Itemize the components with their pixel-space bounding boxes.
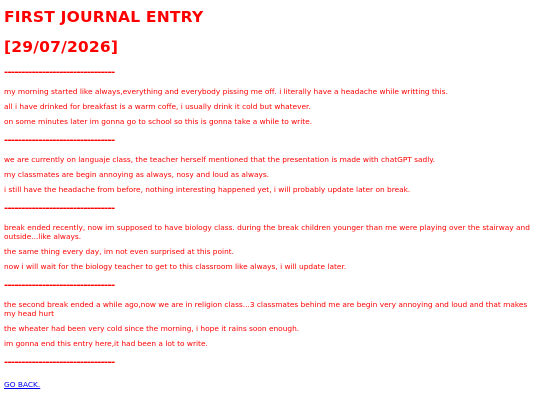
entry-paragraph: my morning started like always,everything and everybody pissing me off. i literally have a headache while writting this. bbox=[4, 87, 448, 96]
entry-section-3 bbox=[4, 223, 536, 271]
entry-paragraph: the wheater had been very cold since the morning, i hope it rains soon enough. bbox=[4, 324, 300, 333]
entry-paragraph: i still have the headache from before, nothing interesting happened yet, i will probably update later on break. bbox=[4, 185, 411, 194]
entry-paragraph: the second break ended a while ago,now we are in religion class...3 classmates behind me are begin very annoying and loud and that makes my head hurt bbox=[4, 300, 528, 318]
entry-section-1 bbox=[4, 87, 536, 126]
page-title: FIRST JOURNAL ENTRY bbox=[4, 8, 204, 26]
entry-date: [29/07/2026] bbox=[4, 38, 119, 56]
divider: -------------------------------- bbox=[4, 203, 115, 214]
entry-section-4 bbox=[4, 300, 536, 348]
entry-paragraph: im gonna end this entry here,it had been a lot to write. bbox=[4, 339, 208, 348]
entry-section-2 bbox=[4, 155, 536, 194]
entry-paragraph: my classmates are begin annoying as always, nosy and loud as always. bbox=[4, 170, 270, 179]
divider: -------------------------------- bbox=[4, 135, 115, 146]
divider: -------------------------------- bbox=[4, 357, 115, 368]
entry-paragraph: on some minutes later im gonna go to school so this is gonna take a while to write. bbox=[4, 117, 313, 126]
divider: -------------------------------- bbox=[4, 280, 115, 291]
entry-paragraph: all i have drinked for breakfast is a warm coffe, i usually drink it cold but whatever. bbox=[4, 102, 311, 111]
go-back-link[interactable]: GO BACK. bbox=[4, 380, 41, 389]
entry-paragraph: the same thing every day, im not even surprised at this point. bbox=[4, 247, 234, 256]
divider: -------------------------------- bbox=[4, 67, 115, 78]
entry-paragraph: break ended recently, now im supposed to have biology class. during the break children younger than me were playing over the stairway and outside...like always. bbox=[4, 223, 530, 241]
entry-paragraph: now i will wait for the biology teacher to get to this classroom like always, i will update later. bbox=[4, 262, 347, 271]
entry-paragraph: we are currently on languaje class, the teacher herself mentioned that the presentation is made with chatGPT sadly. bbox=[4, 155, 435, 164]
